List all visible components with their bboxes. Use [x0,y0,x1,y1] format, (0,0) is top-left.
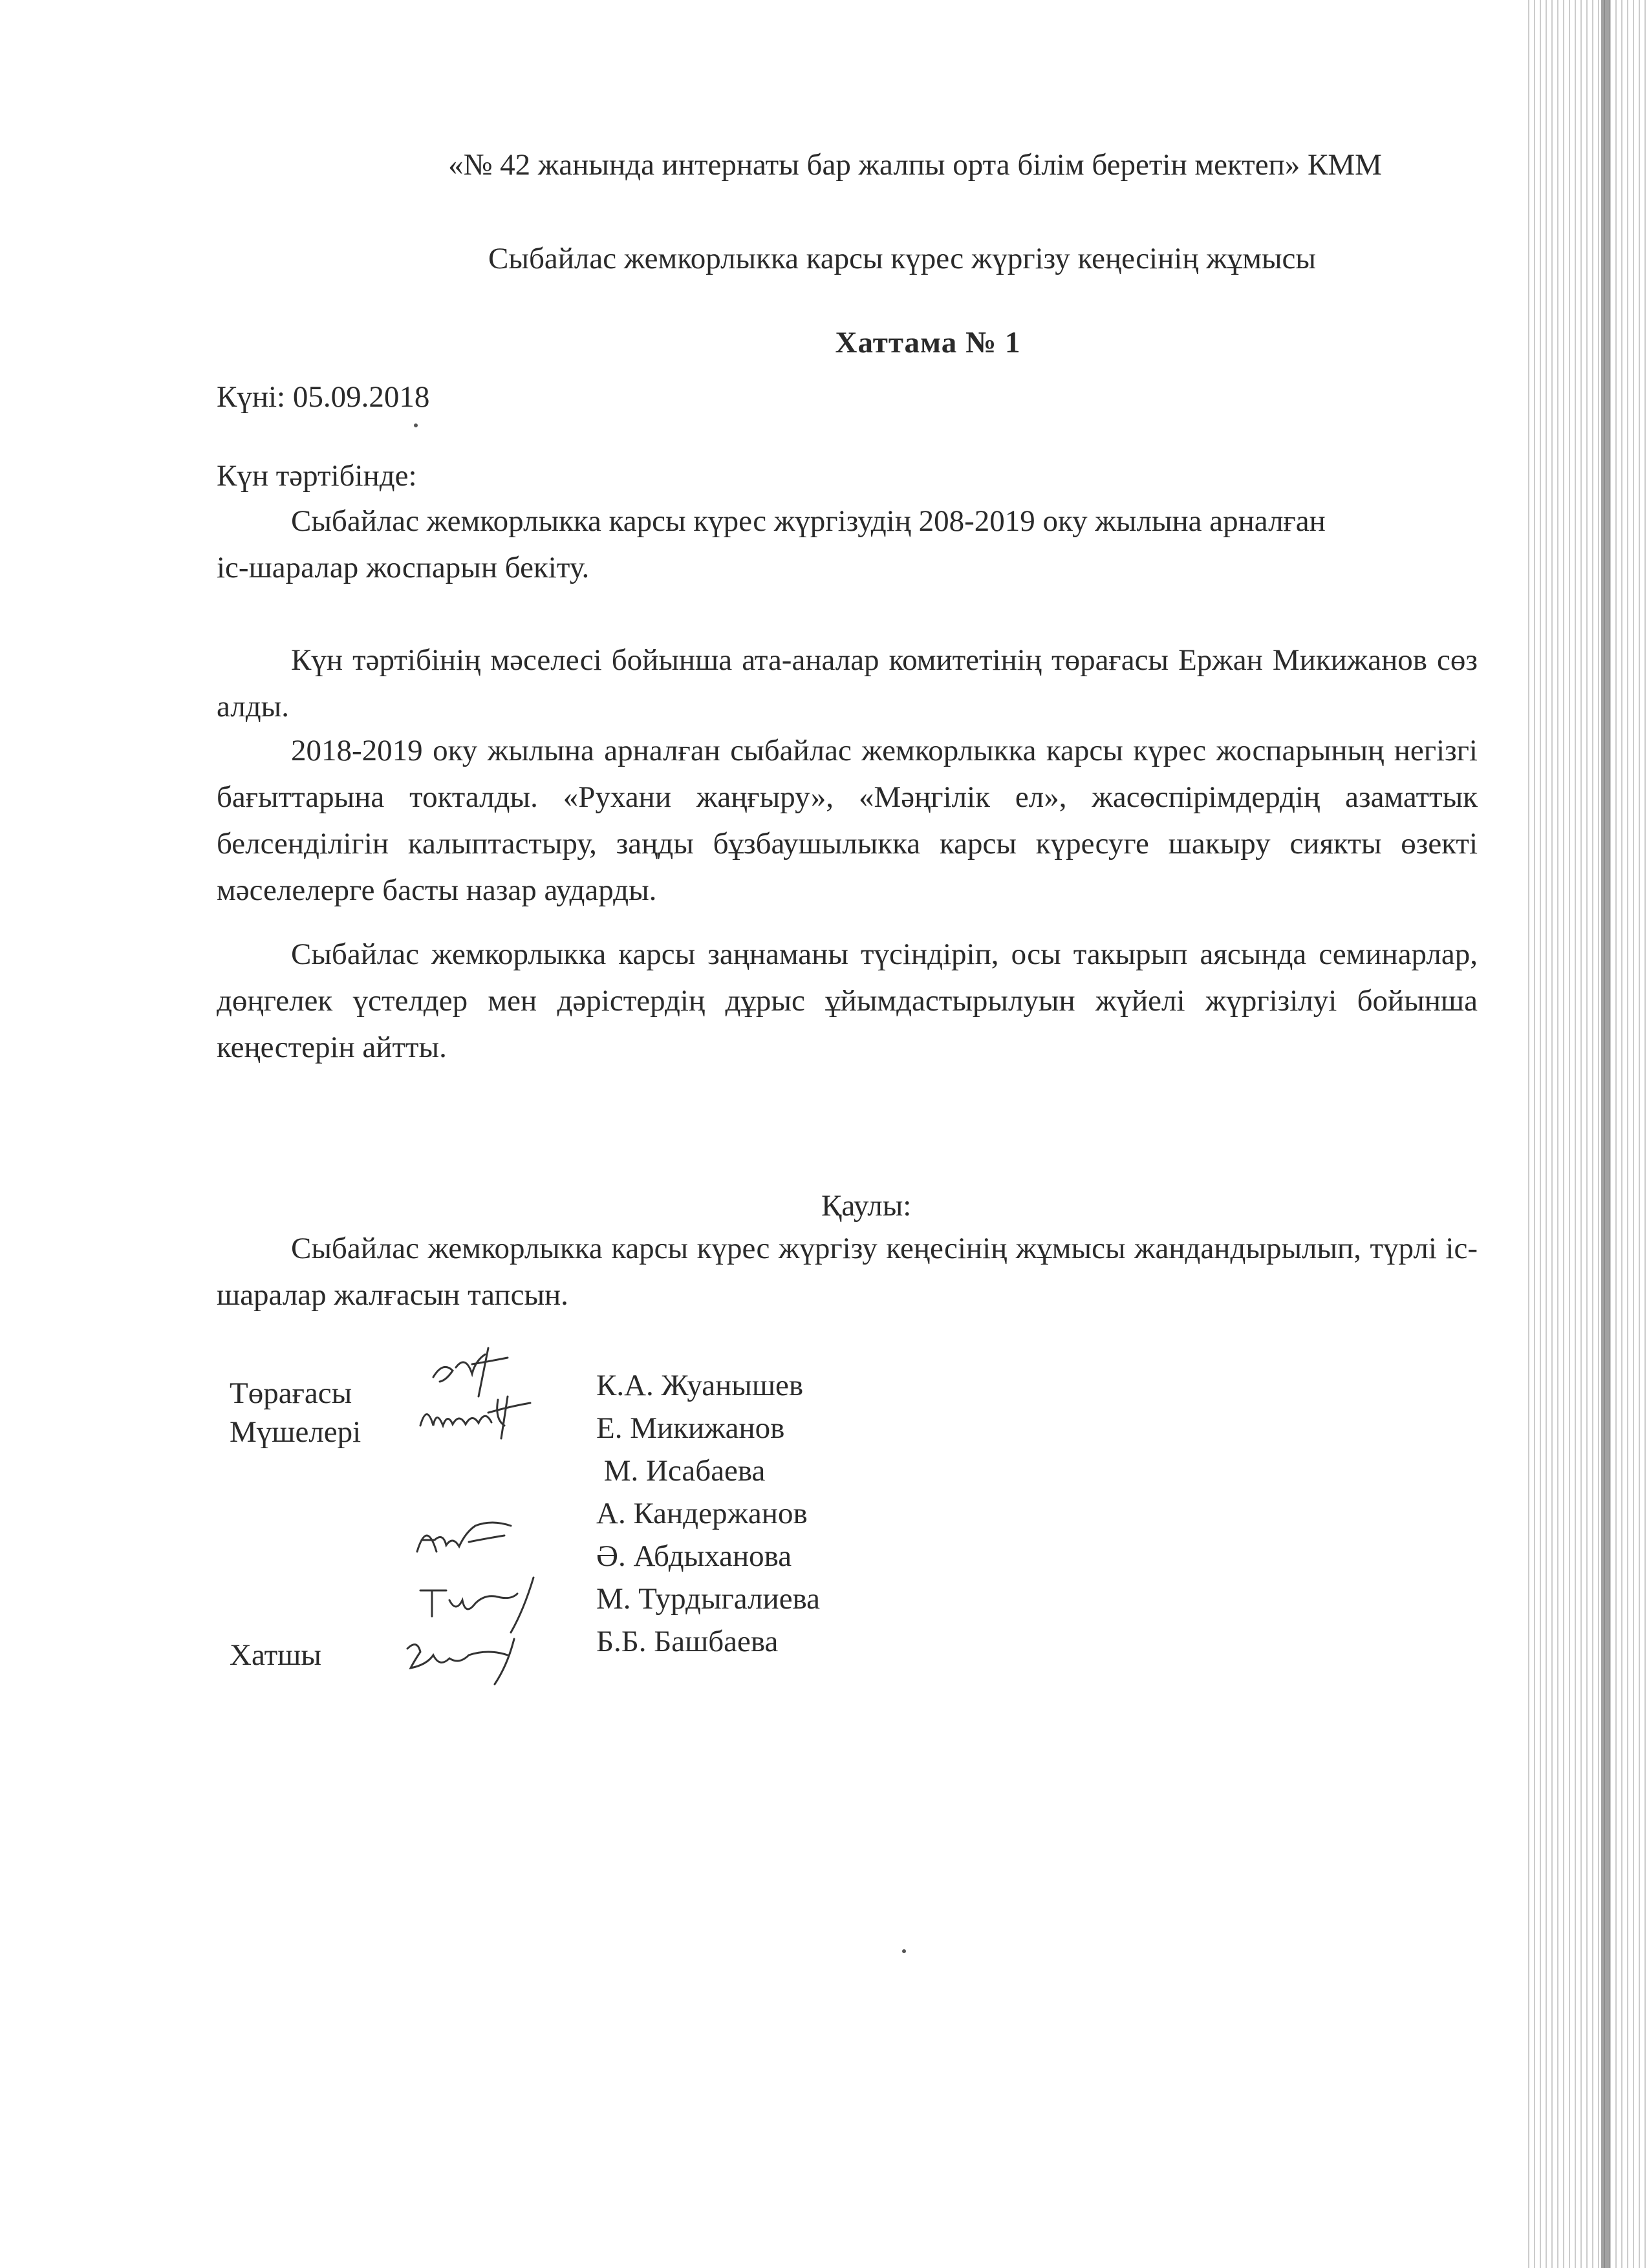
member-name: Ә. Абдыханова [596,1539,792,1573]
secretary-signature [398,1629,540,1687]
decision-text: Сыбайлас жемкорлыкка карсы күрес жүргізу кеңесінің жұмысы жандандырылып, түрлі іс-шаралар жалғасын тапсын. [217,1232,1478,1312]
secretary-label: Хатшы [230,1638,321,1672]
council-title: Сыбайлас жемкорлыкка карсы күрес жүргізу кеңесінің жұмысы [488,242,1316,275]
agenda-label: Күн тәртібінде: [217,459,417,493]
date-line: Күні: 05.09.2018 [217,380,430,414]
member-signature-2 [407,1506,537,1565]
member-signature-3 [414,1571,563,1636]
member-name: К.А. Жуанышев [596,1369,804,1402]
agenda-issue-speaker: Күн тәртібінің мәселесі бойынша ата-аналар комитетінің төрағасы Ержан Микижанов сөз алды. [217,643,1478,723]
recommendation-paragraph: Сыбайлас жемкорлыкка карсы заңнаманы түсіндіріп, осы такырып аясында семинарлар, дөңгелек үстелдер мен дәрістердің дұрыс ұйымдастырылуын жүйелі жүргізілуі бойынша кеңестерін айтты. [217,937,1478,1064]
agenda-item-line2: іс-шаралар жоспарын бекіту. [217,551,590,584]
speck [902,1949,906,1953]
decision-label: Қаулы: [821,1189,912,1223]
member-signature-1 [414,1387,543,1442]
member-name: Е. Микижанов [596,1411,785,1445]
discussion-paragraph: 2018-2019 оку жылына арналған сыбайлас жемкорлыкка карсы күрес жоспарының негізгі бағыттарына токталды. «Рухани жаңғыру», «Мәңгілік ел», жасөспірімдердің азаматтык белсенділігін калыптастыру, заңды бұзбаушылыкка карсы күресуге шакыру сиякты өзекті мәселелерге басты назар аударды. [217,734,1478,907]
agenda-item [217,498,1478,591]
speck [414,423,418,427]
member-name: М. Исабаева [596,1454,766,1488]
agenda-item-line1: Сыбайлас жемкорлыкка карсы күрес жүргізудің 208-2019 оку жылына арналған [291,504,1326,538]
organization-title: «№ 42 жанында интернаты бар жалпы орта білім беретін мектеп» КММ [448,148,1382,182]
chair-label: Төрағасы [230,1376,352,1410]
member-name: А. Кандержанов [596,1497,808,1530]
members-label: Мүшелері [230,1415,361,1449]
protocol-title: Хаттама № 1 [835,326,1021,359]
member-name: Б.Б. Башбаева [596,1625,779,1658]
member-name: М. Турдыгалиева [596,1582,820,1616]
